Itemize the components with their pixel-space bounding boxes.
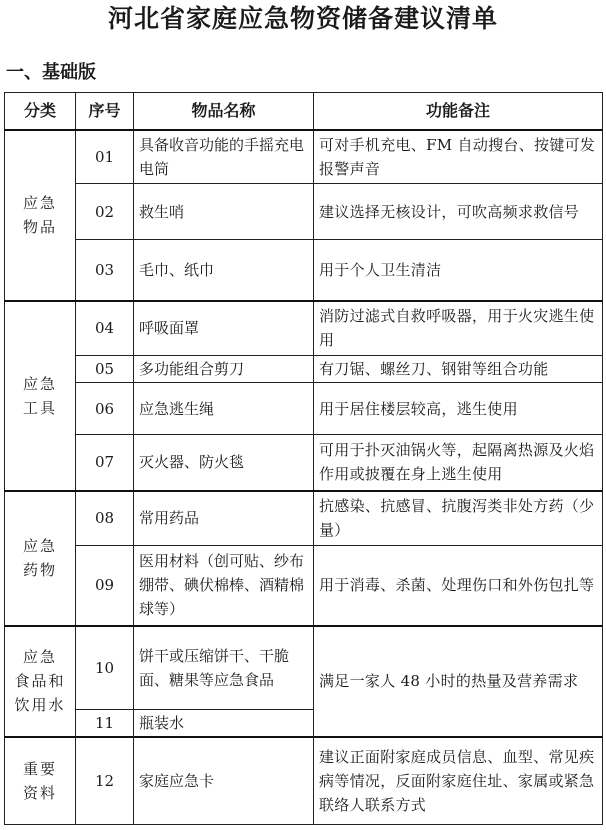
item-number: 02 xyxy=(76,184,134,240)
item-note: 可用于扑灭油锅火等，起隔离热源及火焰作用或披覆在身上逃生使用 xyxy=(314,435,603,491)
table-row xyxy=(5,737,603,825)
item-number: 09 xyxy=(76,546,134,626)
item-name: 饼干或压缩饼干、干脆面、糖果等应急食品 xyxy=(134,626,314,710)
table-row xyxy=(5,435,603,491)
item-note: 用于个人卫生清洁 xyxy=(314,240,603,301)
item-name: 具备收音功能的手摇充电电筒 xyxy=(134,130,314,184)
category-line: 应急 xyxy=(22,374,57,393)
table-row xyxy=(5,383,603,435)
item-number: 04 xyxy=(76,301,134,356)
item-note: 消防过滤式自救呼吸器，用于火灾逃生使用 xyxy=(314,301,603,356)
table-row xyxy=(5,240,603,301)
item-note: 用于居住楼层较高，逃生使用 xyxy=(314,383,603,435)
item-number: 03 xyxy=(76,240,134,301)
category-line: 应急 xyxy=(22,648,57,666)
item-number: 07 xyxy=(76,435,134,491)
category-line: 重要 xyxy=(22,759,57,778)
header-note: 功能备注 xyxy=(314,93,603,130)
category-line: 工具 xyxy=(22,398,57,417)
header-number: 序号 xyxy=(76,93,134,130)
item-name: 瓶装水 xyxy=(134,710,314,737)
item-name: 救生哨 xyxy=(134,184,314,240)
table-row xyxy=(5,184,603,240)
table-row xyxy=(5,546,603,626)
category-cell xyxy=(5,301,76,491)
header-name: 物品名称 xyxy=(134,93,314,130)
category-line: 应急 xyxy=(22,537,57,555)
item-note: 建议正面附家庭成员信息、血型、常见疾病等情况，反面附家庭住址、家属或紧急联络人联系方式 xyxy=(314,737,603,825)
item-name: 家庭应急卡 xyxy=(134,737,314,825)
category-line: 物品 xyxy=(22,218,57,236)
item-name: 医用材料（创可贴、纱布绷带、碘伏棉棒、酒精棉球等） xyxy=(134,546,314,626)
item-number: 10 xyxy=(76,626,134,710)
item-number: 01 xyxy=(76,130,134,184)
item-number: 06 xyxy=(76,383,134,435)
category-line: 药物 xyxy=(22,561,57,579)
page-title: 河北省家庭应急物资储备建议清单 xyxy=(107,4,498,33)
item-name: 应急逃生绳 xyxy=(134,383,314,435)
item-number: 08 xyxy=(76,491,134,546)
table-header-row xyxy=(5,93,603,130)
item-note: 有刀锯、螺丝刀、钢钳等组合功能 xyxy=(314,356,603,383)
category-cell xyxy=(5,491,76,626)
item-note-shared: 满足一家人 48 小时的热量及营养需求 xyxy=(314,626,603,737)
header-category: 分类 xyxy=(5,93,76,130)
item-note: 抗感染、抗感冒、抗腹泻类非处方药（少量） xyxy=(314,491,603,546)
table-row xyxy=(5,626,603,710)
item-number: 05 xyxy=(76,356,134,383)
category-line: 资料 xyxy=(22,783,57,802)
category-line: 食品和 xyxy=(14,672,66,690)
supply-table xyxy=(4,92,603,825)
item-number: 12 xyxy=(76,737,134,825)
category-cell xyxy=(5,626,76,737)
item-name: 多功能组合剪刀 xyxy=(134,356,314,383)
item-name: 毛巾、纸巾 xyxy=(134,240,314,301)
item-name: 呼吸面罩 xyxy=(134,301,314,356)
item-name: 常用药品 xyxy=(134,491,314,546)
item-number: 11 xyxy=(76,710,134,737)
item-note: 可对手机充电、FM 自动搜台、按键可发报警声音 xyxy=(314,130,603,184)
category-line: 应急 xyxy=(22,194,57,212)
table-row xyxy=(5,130,603,184)
category-cell xyxy=(5,130,76,301)
item-note: 用于消毒、杀菌、处理伤口和外伤包扎等 xyxy=(314,546,603,626)
table-row xyxy=(5,491,603,546)
category-line: 饮用水 xyxy=(14,696,66,714)
item-note: 建议选择无核设计，可吹高频求救信号 xyxy=(314,184,603,240)
item-name: 灭火器、防火毯 xyxy=(134,435,314,491)
table-row xyxy=(5,301,603,356)
category-cell xyxy=(5,737,76,825)
table-row xyxy=(5,356,603,383)
section-heading: 一、基础版 xyxy=(6,62,96,83)
